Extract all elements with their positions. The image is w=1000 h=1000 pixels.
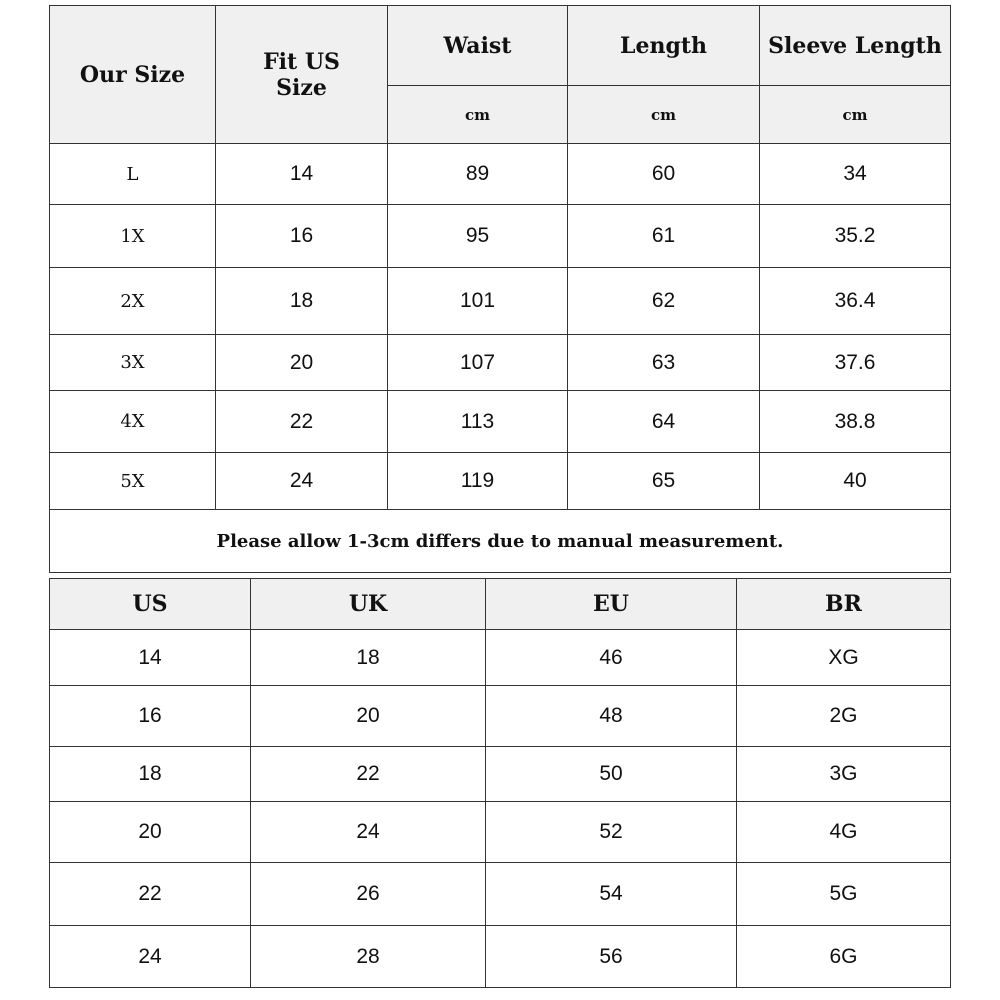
header-waist: Waist xyxy=(388,6,568,86)
uk-cell: 26 xyxy=(251,863,486,926)
unit-waist: cm xyxy=(388,86,568,144)
our-size-cell: 1X xyxy=(50,205,216,268)
br-cell: 2G xyxy=(737,686,951,747)
eu-cell: 52 xyxy=(486,802,737,863)
waist-cell: 113 xyxy=(388,391,568,453)
header-length: Length xyxy=(568,6,760,86)
length-cell: 63 xyxy=(568,335,760,391)
fit-us-cell: 20 xyxy=(216,335,388,391)
table-row xyxy=(50,144,951,205)
table-row xyxy=(50,205,951,268)
waist-cell: 119 xyxy=(388,453,568,510)
header-eu: EU xyxy=(486,579,737,630)
br-cell: XG xyxy=(737,630,951,686)
uk-cell: 28 xyxy=(251,926,486,988)
header-sleeve-length: Sleeve Length xyxy=(760,6,951,86)
our-size-cell: 3X xyxy=(50,335,216,391)
unit-sleeve-length: cm xyxy=(760,86,951,144)
table-row xyxy=(50,630,951,686)
header-fit-us-size-line2: Size xyxy=(276,74,327,101)
eu-cell: 54 xyxy=(486,863,737,926)
length-cell: 65 xyxy=(568,453,760,510)
header-us: US xyxy=(50,579,251,630)
fit-us-cell: 16 xyxy=(216,205,388,268)
our-size-cell: 5X xyxy=(50,453,216,510)
us-cell: 18 xyxy=(50,747,251,802)
table-row xyxy=(50,453,951,510)
our-size-cell: 4X xyxy=(50,391,216,453)
measurement-note: Please allow 1-3cm differs due to manual measurement. xyxy=(50,510,951,573)
table-row xyxy=(50,686,951,747)
our-size-cell: L xyxy=(50,144,216,205)
us-cell: 22 xyxy=(50,863,251,926)
waist-cell: 95 xyxy=(388,205,568,268)
sleeve-cell: 37.6 xyxy=(760,335,951,391)
us-cell: 16 xyxy=(50,686,251,747)
sleeve-cell: 38.8 xyxy=(760,391,951,453)
br-cell: 4G xyxy=(737,802,951,863)
sleeve-cell: 34 xyxy=(760,144,951,205)
header-uk: UK xyxy=(251,579,486,630)
fit-us-cell: 18 xyxy=(216,268,388,335)
fit-us-cell: 22 xyxy=(216,391,388,453)
table-row xyxy=(50,802,951,863)
table-row xyxy=(50,747,951,802)
uk-cell: 22 xyxy=(251,747,486,802)
br-cell: 3G xyxy=(737,747,951,802)
uk-cell: 24 xyxy=(251,802,486,863)
table-row xyxy=(50,391,951,453)
table-row xyxy=(50,335,951,391)
size-chart-table xyxy=(49,5,951,573)
table-row xyxy=(50,926,951,988)
sleeve-cell: 35.2 xyxy=(760,205,951,268)
us-cell: 14 xyxy=(50,630,251,686)
size-conversion-table xyxy=(49,578,951,988)
table-row xyxy=(50,863,951,926)
header-fit-us-size-line1: Fit US xyxy=(263,48,340,75)
sleeve-cell: 36.4 xyxy=(760,268,951,335)
length-cell: 61 xyxy=(568,205,760,268)
our-size-cell: 2X xyxy=(50,268,216,335)
br-cell: 5G xyxy=(737,863,951,926)
length-cell: 60 xyxy=(568,144,760,205)
header-fit-us-size xyxy=(216,6,388,144)
sleeve-cell: 40 xyxy=(760,453,951,510)
waist-cell: 101 xyxy=(388,268,568,335)
fit-us-cell: 24 xyxy=(216,453,388,510)
us-cell: 20 xyxy=(50,802,251,863)
unit-length: cm xyxy=(568,86,760,144)
waist-cell: 107 xyxy=(388,335,568,391)
fit-us-cell: 14 xyxy=(216,144,388,205)
length-cell: 64 xyxy=(568,391,760,453)
header-our-size: Our Size xyxy=(50,6,216,144)
eu-cell: 46 xyxy=(486,630,737,686)
uk-cell: 18 xyxy=(251,630,486,686)
eu-cell: 56 xyxy=(486,926,737,988)
uk-cell: 20 xyxy=(251,686,486,747)
eu-cell: 50 xyxy=(486,747,737,802)
eu-cell: 48 xyxy=(486,686,737,747)
table-row xyxy=(50,268,951,335)
header-br: BR xyxy=(737,579,951,630)
br-cell: 6G xyxy=(737,926,951,988)
length-cell: 62 xyxy=(568,268,760,335)
waist-cell: 89 xyxy=(388,144,568,205)
us-cell: 24 xyxy=(50,926,251,988)
